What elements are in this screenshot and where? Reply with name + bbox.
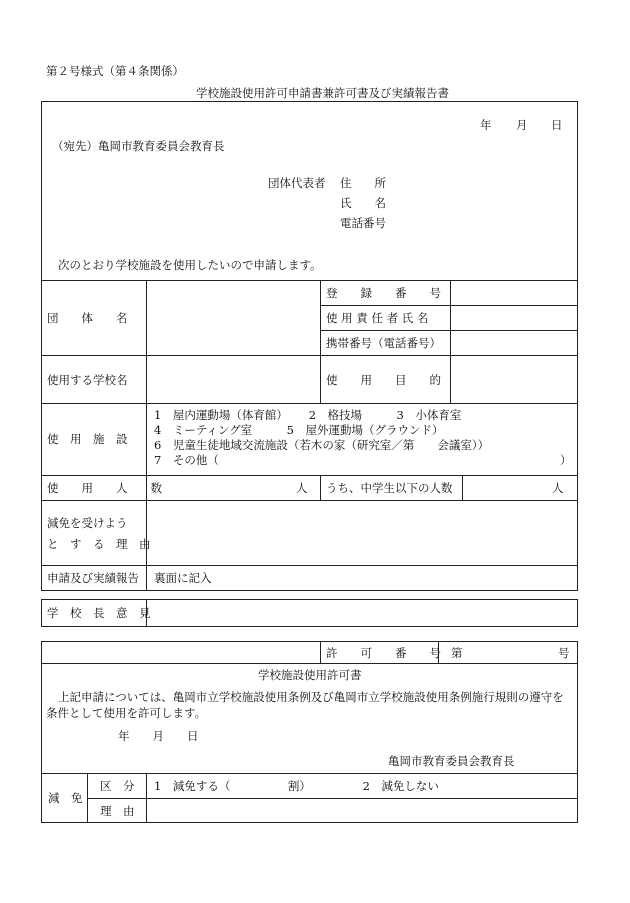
permit-dai: 第 <box>451 646 463 660</box>
permit-go: 号 <box>558 646 570 660</box>
responsible-person-label: 使 用 責 任 者 氏 名 <box>326 311 429 325</box>
registration-number-label: 登 録 番 号 <box>326 286 441 300</box>
reduction-reason-label: 減免を受けよう <box>47 516 128 530</box>
mobile-number-label: 携帯番号（電話番号） <box>326 336 441 350</box>
rep-name-label: 氏 名 <box>340 196 386 210</box>
rep-phone-label: 電話番号 <box>340 216 386 230</box>
junior-person-unit: 人 <box>552 481 564 495</box>
request-sentence: 次のとおり学校施設を使用したいので申請します。 <box>58 258 322 272</box>
date-month: 月 <box>516 118 528 132</box>
rep-address-label: 住 所 <box>340 176 386 190</box>
report-value: 裏面に記入 <box>154 571 212 585</box>
junior-count-label: うち、中学生以下の人数 <box>326 481 453 495</box>
principal-opinion-label: 学 校 長 意 見 <box>47 606 151 620</box>
exemption-label: 減 免 <box>48 791 83 805</box>
permit-issuer: 亀岡市教育委員会教育長 <box>388 754 515 768</box>
exempt-options: 1 減免する（ 割） 2 減免しない <box>154 779 439 793</box>
date-year: 年 <box>480 118 492 132</box>
facility-label: 使 用 施 設 <box>47 432 128 446</box>
close-paren: ） <box>560 453 572 467</box>
facility-option: 7 その他（ <box>154 453 219 467</box>
permit-number-label: 許 可 番 号 <box>326 646 441 660</box>
school-used-label: 使用する学校名 <box>47 373 128 387</box>
date-day: 日 <box>551 118 563 132</box>
rep-label: 団体代表者 <box>268 176 326 190</box>
reason-label: 理 由 <box>100 804 135 818</box>
person-unit: 人 <box>296 481 308 495</box>
page-title: 学校施設使用許可申請書兼許可書及び実績報告書 <box>196 86 449 100</box>
group-name-label: 団 体 名 <box>47 311 128 325</box>
permit-text-line: 条件として使用を許可します。 <box>46 706 207 720</box>
reduction-reason-label-2: と す る 理 由 <box>47 537 151 551</box>
facility-option: 4 ミーティング室 5 屋外運動場（グラウンド） <box>154 423 444 437</box>
permit-title: 学校施設使用許可書 <box>258 668 362 682</box>
form-number: 第２号様式（第４条関係） <box>46 64 184 78</box>
permit-date: 年 月 日 <box>118 729 199 743</box>
permit-text-line: 上記申請については、亀岡市立学校施設使用条例及び亀岡市立学校施設使用条例施行規則の遵守を <box>58 690 564 704</box>
category-label: 区 分 <box>100 779 135 793</box>
facility-option: 6 児童生徒地域交流施設（若木の家（研究室／第 会議室）） <box>154 438 490 452</box>
addressee: （宛先）亀岡市教育委員会教育長 <box>52 139 225 153</box>
report-label: 申請及び実績報告 <box>47 571 139 585</box>
purpose-label: 使 用 目 的 <box>326 373 441 387</box>
num-users-label: 使 用 人 数 <box>47 481 162 495</box>
facility-option: 1 屋内運動場（体育館） 2 格技場 3 小体育室 <box>154 408 462 422</box>
